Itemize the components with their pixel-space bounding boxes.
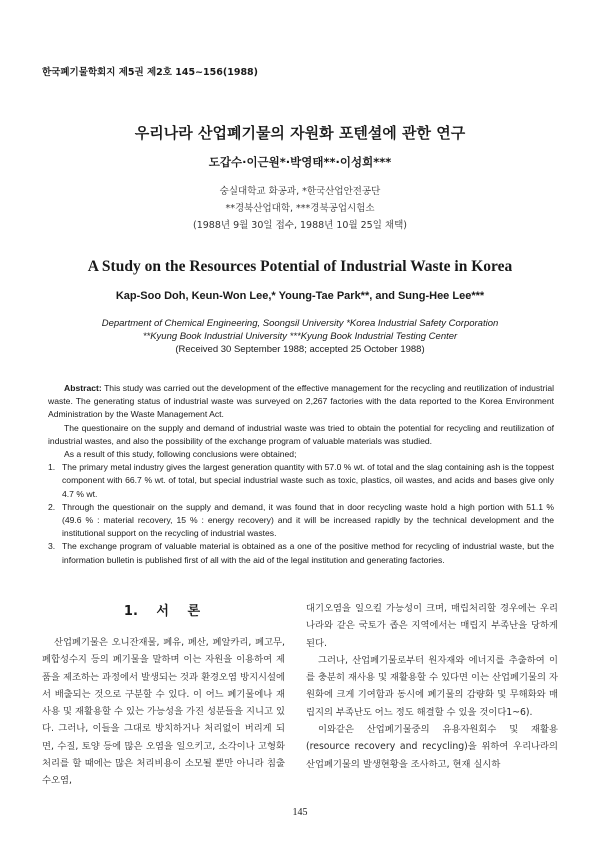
body-paragraph: 이와같은 산업폐기물중의 유용자원회수 및 재활용(resource recovery and recycling)을 위하여 우리나라의 산업폐기물의 발생현황을 조사하고, 현재 실시하 xyxy=(306,724,558,770)
conclusions-list xyxy=(48,461,554,567)
body-right-column xyxy=(306,600,558,773)
abstract-paragraph-1 xyxy=(48,382,554,422)
abstract-paragraph-3: As a result of this study, following conclusions were obtained; xyxy=(64,449,297,460)
body-left-column xyxy=(42,634,285,790)
english-authors: Kap-Soo Doh, Keun-Won Lee,* Young-Tae Park**, and Sung-Hee Lee*** xyxy=(115,290,485,302)
conclusion-number: 3. xyxy=(48,541,56,552)
abstract xyxy=(48,382,554,567)
conclusion-number: 2. xyxy=(48,501,56,512)
english-title: A Study on the Resources Potential of Industrial Waste in Korea xyxy=(87,258,513,275)
korean-affiliation-1: 숭실대학교 화공과, *한국산업안전공단 xyxy=(219,186,381,197)
english-affiliation-1: Department of Chemical Engineering, Soongsil University *Korea Industrial Safety Corporation xyxy=(101,318,499,329)
korean-received-date: (1988년 9월 30일 접수, 1988년 10월 25일 채택) xyxy=(192,220,407,231)
conclusion-item xyxy=(48,461,554,501)
english-affiliation-2: **Kyung Book Industrial University ***Kyung Book Industrial Testing Center xyxy=(142,331,458,342)
conclusion-text: The primary metal industry gives the largest generation quantity with 57.0 % wt. of total and the slag containing ash is the toppest component with 66.7 % wt. of total, but special industrial waste such as toxic, plastics, oil wastes, and acids and bases give only 4.7 % wt. xyxy=(62,462,554,499)
section-title-introduction: 1. 서 론 xyxy=(123,604,201,619)
korean-affiliation-2: **경북산업대학, ***경북공업시험소 xyxy=(225,203,375,214)
page-number: 145 xyxy=(292,807,308,818)
conclusion-text: The exchange program of valuable material is obtained as a one of the positive method for recycling of industrial waste, but the information bulletin is published first of all with the aid of the legal institution and generating factories. xyxy=(62,541,554,565)
body-paragraph: 산업폐기물은 오니잔재물, 폐유, 폐산, 폐알카리, 폐고무, 폐합성수지 등의 폐기물을 말하며 이는 자원을 이용하여 제품을 제조하는 과정에서 발생되는 것과 환경오염 방지시설에서 배출되는 것으로 구분할 수 있다. 이 어느 폐기물에나 재사용 및 재활용할 수 있는 가능성을 가진 성분들을 지니고 있다. 그러나, 이들을 그대로 방치하거나 처리없이 버리게 되면, 수질, 토양 등에 많은 오염을 일으키고, 소각이나 고형화 처리를 할 때에는 많은 처리비용이 소모될 뿐만 아니라 침출수오염, xyxy=(42,637,285,787)
body-paragraph: 대기오염을 일으킬 가능성이 크며, 매립처리할 경우에는 우리나라와 같은 국토가 좁은 지역에서는 매립지 부족난을 당하게 된다. xyxy=(306,603,558,649)
abstract-text-1: This study was carried out the development of the effective management for the recycling and reutilization of industrial waste. The generating status of industrial waste was surveyed on 2,267 factories with the data reported to the Korea Environment Administration by the Waste Management Act. xyxy=(48,383,555,420)
conclusion-item xyxy=(48,540,554,566)
abstract-label: Abstract: xyxy=(64,383,102,393)
korean-authors: 도갑수·이근원*·박영태**·이성희*** xyxy=(208,155,392,169)
conclusion-item xyxy=(48,501,554,541)
english-received-date: (Received 30 September 1988; accepted 25 October 1988) xyxy=(175,344,425,355)
conclusion-number: 1. xyxy=(48,462,56,473)
korean-title: 우리나라 산업폐기물의 자원화 포텐셜에 관한 연구 xyxy=(134,124,466,142)
body-paragraph: 그러나, 산업폐기물로부터 원자재와 에너지를 추출하여 이를 충분히 재사용 및 재활용할 수 있다면 이는 산업폐기물의 자원화에 크게 기여함과 동시에 폐기물의 감량화 및 무해화와 매립지의 부족난도 어느 정도 해결할 수 있을 것이다1~6). xyxy=(306,654,558,718)
abstract-paragraph-2: The questionaire on the supply and demand of industrial waste was tried to obtain the potential for recycling and reutilization of industrial wastes, and also the possibility of the exchange program of valuable materials was studied. xyxy=(48,422,554,446)
journal-header: 한국폐기물학회지 제5권 제2호 145~156(1988) xyxy=(42,67,259,78)
conclusion-text: Through the questionair on the supply and demand, it was found that in door recycling waste hold a high portion with 51.1 % (49.6 % : material recovery, 15 % : energy recovery) and it will be increased rapidly by the technical development and the institutional support on the recycling of industrial wastes. xyxy=(62,501,554,539)
